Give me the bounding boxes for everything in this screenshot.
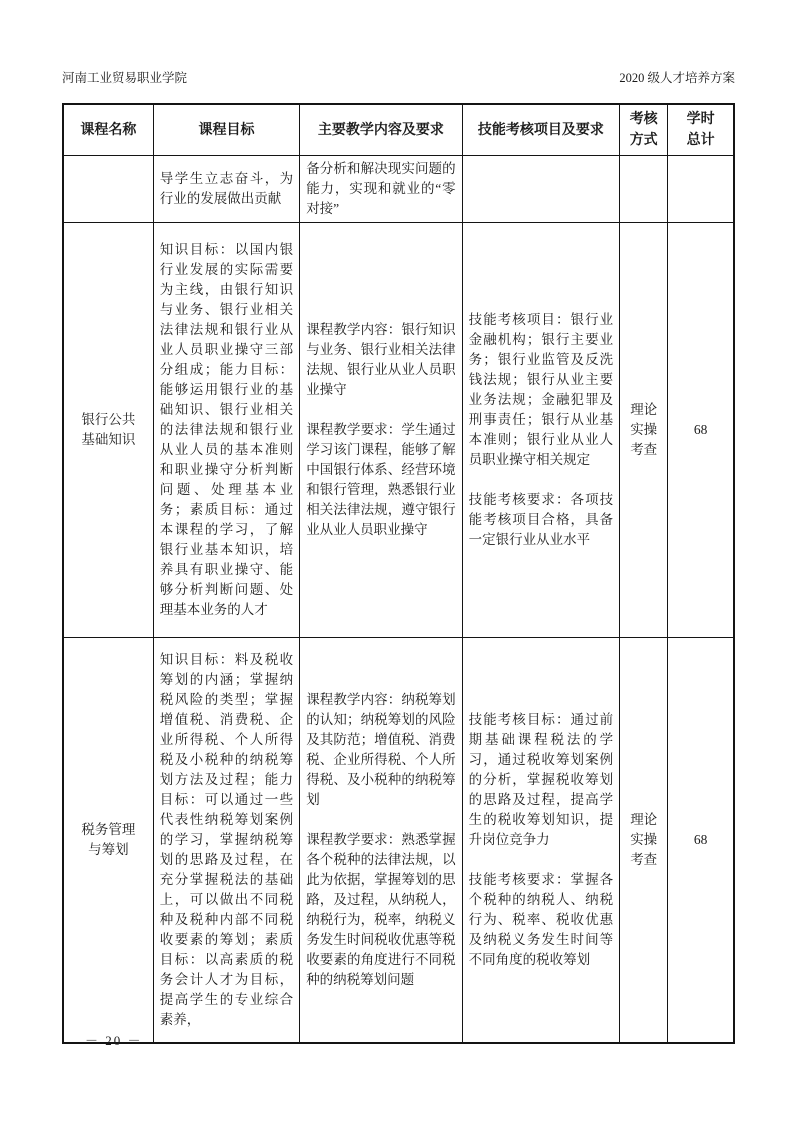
- column-header-content: 主要教学内容及要求: [300, 104, 462, 156]
- course-name-cell: 税务管理 与筹划: [63, 638, 153, 1043]
- objective-cell: [153, 156, 299, 223]
- course-name-cell: 银行公共 基础知识: [63, 223, 153, 638]
- table-header-row: [63, 104, 734, 156]
- skill-paragraph: 技能考核要求：掌握各个税种的纳税人、纳税行为、税率、税收优惠及纳税义务发生时间等不同角度的税收筹划: [468, 871, 614, 967]
- hours-cell: 68: [668, 638, 734, 1043]
- skill-paragraph: 技能考核要求：各项技能考核项目合格，具备一定银行业从业水平: [468, 492, 614, 547]
- content-paragraph: 课程教学内容：纳税筹划的认知；纳税筹划的风险及其防范；增值税、消费税、企业所得税、个人所得税、及小税种的纳税筹划: [306, 691, 456, 807]
- course-name-cell: [63, 156, 153, 223]
- content-paragraph: 课程教学要求：熟悉掌握各个税种的法律法规，以此为依据，掌握筹划的思路，及过程，从纳税人，纳税行为，税率，纳税义务发生时间税收优惠等税收要素的角度进行不同税种的纳税筹划问题: [306, 831, 456, 987]
- page-header: [62, 70, 735, 86]
- content-paragraph: 备分析和解决现实问题的能力，实现和就业的“零对接”: [306, 161, 456, 216]
- content-paragraph: 课程教学内容：银行知识与业务、银行业相关法律法规、银行业从业人员职业操守: [306, 322, 456, 397]
- objective-text: 导学生立志奋斗，为行业的发展做出贡献: [159, 171, 294, 206]
- method-cell: 理论 实操 考查: [620, 638, 668, 1043]
- objective-text: 知识目标：料及税收筹划的内涵；掌握纳税风险的类型；掌握增值税、消费税、企业所得税、个人所得税及小税种的纳税筹划方法及过程；能力目标：可以通过一些代表性纳税筹划案例的学习，掌握纳税筹划的思路及过程，在充分掌握税法的基础上，可以做出不同税种及税种内部不同税收要素的筹划；素质目标：以高素质的税务会计人才为目标，提高学生的专业综合素养，: [159, 651, 294, 1027]
- column-header-skill: 技能考核项目及要求: [462, 104, 619, 156]
- method-cell: [620, 156, 668, 223]
- content-cell: [300, 156, 462, 223]
- skill-paragraph: 技能考核目标：通过前期基础课程税法的学习，通过税收筹划案例的分析，掌握税收筹划的思路及过程，提高学生的税收筹划知识，提升岗位竞争力: [468, 711, 614, 847]
- skill-paragraph: 技能考核项目：银行业金融机构；银行主要业务；银行业监管及反洗钱法规；银行从业主要业务法规；金融犯罪及刑事责任；银行从业基本准则；银行业从业人员职业操守相关规定: [468, 312, 614, 467]
- skill-cell: [462, 223, 619, 638]
- skill-cell: [462, 156, 619, 223]
- objective-text: 知识目标：以国内银行业发展的实际需要为主线，由银行知识与业务、银行业相关法律法规和银行业从业人员职业操守三部分组成；能力目标：能够运用银行业的基础知识、银行业相关的法律法规和银行业从业人员的基本准则和职业操守分析判断问题、处理基本业务；素质目标：通过本课程的学习，了解银行业基本知识，培养具有职业操守、能够分析判断问题、处理基本业务的人才: [159, 242, 294, 617]
- institution-name: 河南工业贸易职业学院: [62, 71, 188, 85]
- program-title: 2020 级人才培养方案: [619, 71, 735, 85]
- column-header-method: 考核 方式: [620, 104, 668, 156]
- course-table: [62, 103, 735, 1044]
- column-header-course-name: 课程名称: [63, 104, 153, 156]
- content-cell: [300, 638, 462, 1043]
- column-header-hours: 学时 总计: [668, 104, 734, 156]
- objective-cell: [153, 223, 299, 638]
- page-number: － 20 －: [85, 1033, 143, 1048]
- table-row-continuation: [63, 156, 734, 223]
- table-row-banking-basics: [63, 223, 734, 638]
- method-cell: 理论 实操 考查: [620, 223, 668, 638]
- hours-cell: 68: [668, 223, 734, 638]
- skill-cell: [462, 638, 619, 1043]
- objective-cell: [153, 638, 299, 1043]
- column-header-objective: 课程目标: [153, 104, 299, 156]
- hours-cell: [668, 156, 734, 223]
- content-cell: [300, 223, 462, 638]
- content-paragraph: 课程教学要求：学生通过学习该门课程，能够了解中国银行体系、经营环境和银行管理，熟悉银行业相关法律法规，遵守银行业从业人员职业操守: [306, 422, 456, 537]
- table-row-tax-planning: [63, 638, 734, 1043]
